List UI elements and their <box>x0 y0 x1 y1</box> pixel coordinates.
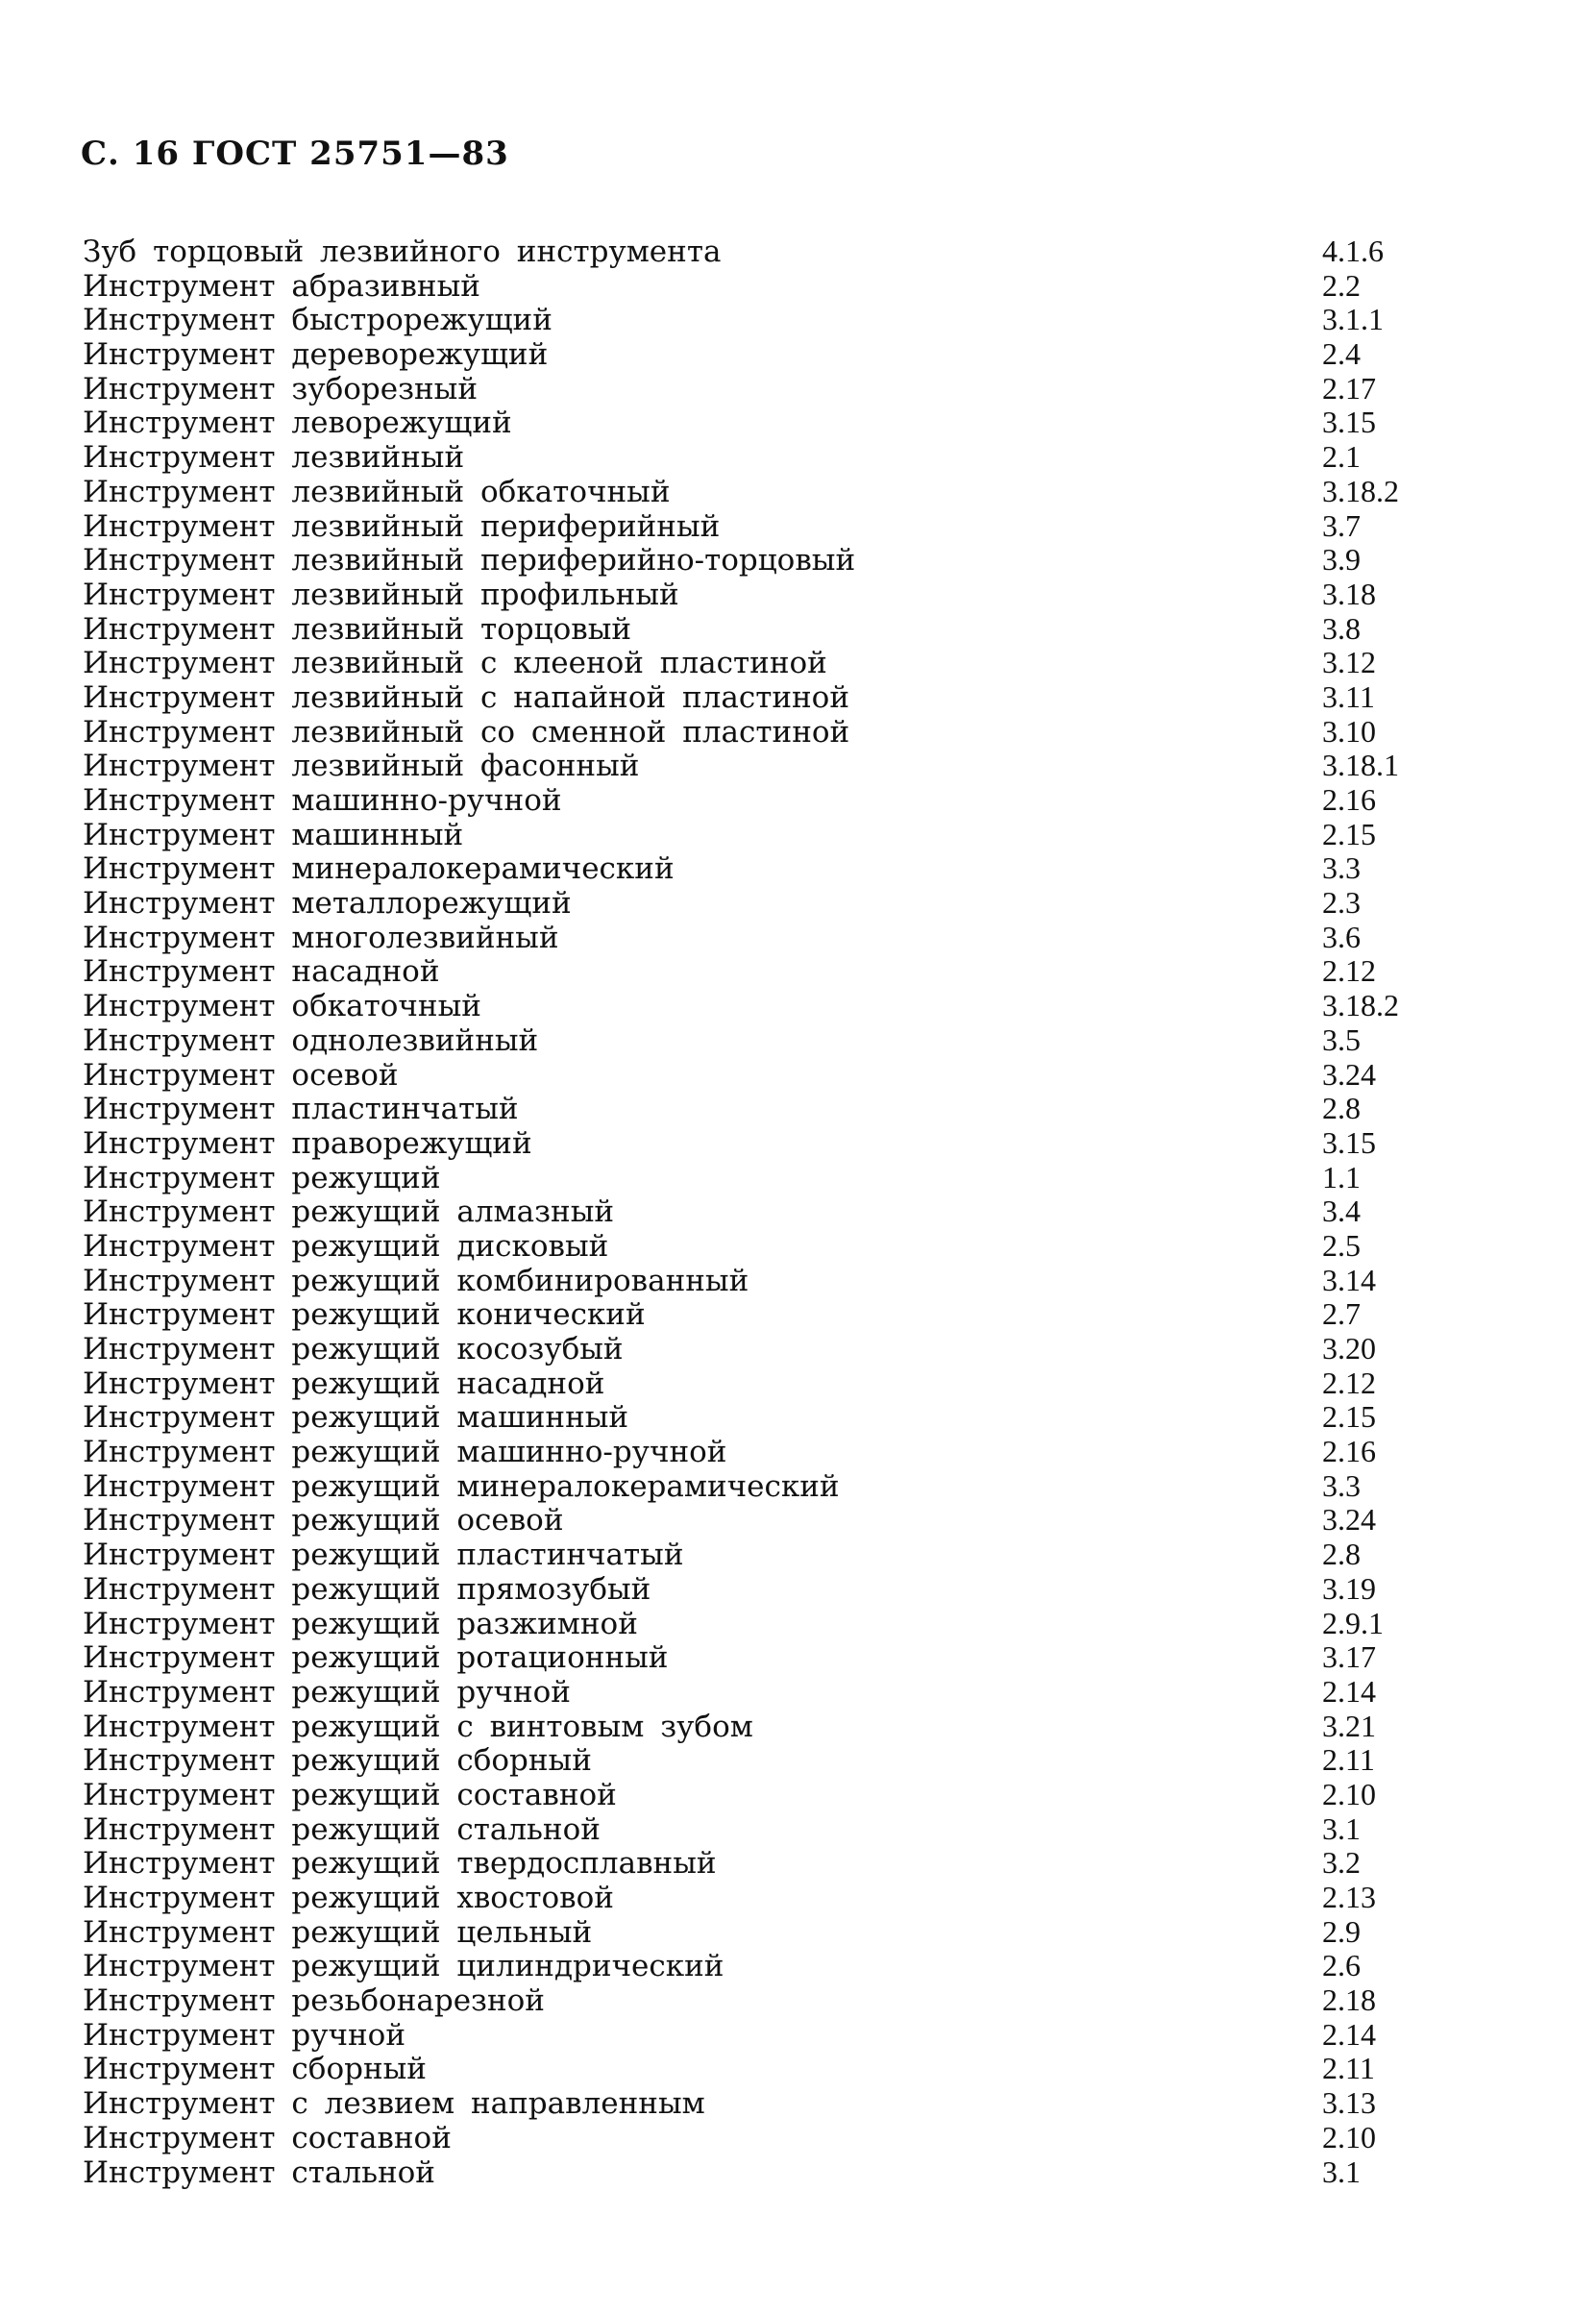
index-ref: 2.4 <box>1322 336 1361 372</box>
index-row <box>83 1092 1447 1126</box>
index-row <box>83 1675 1447 1710</box>
index-row <box>83 1710 1447 1744</box>
index-term: Инструмент с лезвием направленным <box>83 2087 705 2122</box>
index-row <box>83 1400 1447 1435</box>
index-row <box>83 2018 1447 2053</box>
index-row <box>83 1538 1447 1572</box>
index-ref: 2.14 <box>1322 2016 1376 2052</box>
index-term: Инструмент лезвийный периферийный <box>83 509 721 544</box>
index-ref: 3.6 <box>1322 919 1361 954</box>
index-row <box>83 1297 1447 1332</box>
index-ref: 2.16 <box>1322 1434 1376 1469</box>
index-ref: 2.10 <box>1322 1776 1376 1811</box>
index-term: Инструмент режущий сборный <box>83 1744 592 1779</box>
index-ref: 3.5 <box>1322 1022 1361 1057</box>
index-term: Инструмент праворежущий <box>83 1126 532 1161</box>
index-term: Инструмент режущий комбинированный <box>83 1264 749 1298</box>
index-row <box>83 1846 1447 1881</box>
index-term: Инструмент режущий цилиндрический <box>83 1950 724 1984</box>
index-row <box>83 1332 1447 1366</box>
index-term: Инструмент режущий <box>83 1161 441 1195</box>
index-row <box>83 1778 1447 1812</box>
index-ref: 3.21 <box>1322 1708 1376 1743</box>
index-ref: 2.11 <box>1322 1742 1375 1778</box>
index-row <box>83 921 1447 955</box>
index-row <box>83 1058 1447 1093</box>
index-ref: 3.24 <box>1322 1056 1376 1092</box>
index-ref: 3.3 <box>1322 1467 1361 1503</box>
index-term: Инструмент режущий хвостовой <box>83 1882 614 1915</box>
index-row <box>83 2052 1447 2086</box>
index-ref: 3.17 <box>1322 1639 1376 1675</box>
index-row <box>83 1229 1447 1264</box>
index-row <box>83 680 1447 715</box>
index-ref: 2.14 <box>1322 1673 1376 1709</box>
index-ref: 2.12 <box>1322 1365 1376 1400</box>
index-ref: 3.18 <box>1322 576 1376 611</box>
index-term: Инструмент леворежущий <box>83 406 512 441</box>
index-ref: 4.1.6 <box>1322 234 1384 268</box>
index-ref: 2.16 <box>1322 782 1376 817</box>
index-term: Инструмент режущий ротационный <box>83 1641 669 1676</box>
index-term: Зуб торцовый лезвийного инструмента <box>83 235 722 269</box>
index-term: Инструмент быстрорежущий <box>83 304 552 338</box>
index-ref: 2.3 <box>1322 885 1361 921</box>
index-row <box>83 2086 1447 2121</box>
index-term: Инструмент абразивный <box>83 269 480 304</box>
index-term: Инструмент лезвийный обкаточный <box>83 475 671 509</box>
index-row <box>83 269 1447 304</box>
index-row <box>83 954 1447 989</box>
index-term: Инструмент осевой <box>83 1058 399 1093</box>
index-row <box>83 1640 1447 1675</box>
index-ref: 3.13 <box>1322 2085 1376 2121</box>
index-term: Инструмент режущий косозубый <box>83 1333 624 1366</box>
index-ref: 3.1.1 <box>1322 302 1384 337</box>
index-ref: 3.20 <box>1322 1331 1376 1366</box>
index-row <box>83 543 1447 578</box>
index-term: Инструмент многолезвийный <box>83 921 559 955</box>
index-row <box>83 440 1447 475</box>
index-ref: 3.10 <box>1322 713 1376 749</box>
index-term: Инструмент лезвийный с клееной пластиной <box>83 647 827 681</box>
index-term: Инструмент обкаточный <box>83 990 481 1024</box>
index-ref: 3.2 <box>1322 1845 1361 1881</box>
index-term: Инструмент режущий с винтовым зубом <box>83 1710 753 1744</box>
index-ref: 3.12 <box>1322 645 1376 680</box>
index-term: Инструмент резьбонарезной <box>83 1984 545 2019</box>
index-ref: 3.3 <box>1322 850 1361 886</box>
index-row <box>83 1264 1447 1298</box>
index-row <box>83 851 1447 886</box>
index-term: Инструмент лезвийный фасонный <box>83 750 640 784</box>
index-term: Инструмент металлорежущий <box>83 887 572 922</box>
term-index-list <box>83 234 1447 2189</box>
index-ref: 2.11 <box>1322 2051 1375 2086</box>
index-ref: 2.18 <box>1322 1982 1376 2018</box>
index-ref: 2.12 <box>1322 953 1376 989</box>
index-term: Инструмент режущий дисковый <box>83 1229 609 1264</box>
index-term: Инструмент режущий прямозубый <box>83 1572 651 1607</box>
index-ref: 3.15 <box>1322 1124 1376 1160</box>
index-term: Инструмент минералокерамический <box>83 852 675 887</box>
index-row <box>83 1503 1447 1538</box>
index-row <box>83 578 1447 612</box>
index-term: Инструмент лезвийный периферийно-торцовый <box>83 544 856 578</box>
index-ref: 2.13 <box>1322 1880 1376 1914</box>
index-term: Инструмент пластинчатый <box>83 1093 519 1127</box>
index-ref: 1.1 <box>1322 1159 1361 1194</box>
index-row <box>83 1881 1447 1915</box>
index-row <box>83 509 1447 544</box>
index-ref: 2.1 <box>1322 439 1361 475</box>
index-ref: 2.15 <box>1322 816 1376 851</box>
index-term: Инструмент лезвийный профильный <box>83 578 679 612</box>
index-row <box>83 1743 1447 1778</box>
index-term: Инструмент режущий ручной <box>83 1675 571 1710</box>
index-ref: 2.17 <box>1322 370 1376 406</box>
index-row <box>83 715 1447 750</box>
index-ref: 2.15 <box>1322 1399 1376 1435</box>
index-ref: 3.19 <box>1322 1570 1376 1606</box>
index-ref: 3.24 <box>1322 1502 1376 1538</box>
index-term: Инструмент дереворежущий <box>83 338 549 373</box>
index-ref: 2.6 <box>1322 1948 1361 1983</box>
index-row <box>83 1607 1447 1641</box>
index-term: Инструмент режущий конический <box>83 1298 646 1333</box>
index-term: Инструмент режущий пластинчатый <box>83 1539 684 1573</box>
index-term: Инструмент режущий разжимной <box>83 1607 638 1641</box>
page-header: С. 16 ГОСТ 25751—83 <box>81 135 509 173</box>
index-term: Инструмент режущий алмазный <box>83 1195 615 1230</box>
index-ref: 3.1 <box>1322 1810 1361 1846</box>
index-ref: 3.18.1 <box>1322 748 1399 783</box>
index-row <box>83 749 1447 783</box>
index-term: Инструмент лезвийный с напайной пластиной <box>83 680 849 715</box>
index-row <box>83 372 1447 406</box>
index-term: Инструмент режущий минералокерамический <box>83 1469 840 1504</box>
index-term: Инструмент режущий машинно-ручной <box>83 1436 727 1470</box>
index-row <box>83 337 1447 372</box>
index-ref: 3.15 <box>1322 405 1376 440</box>
index-term: Инструмент режущий осевой <box>83 1504 564 1539</box>
index-ref: 3.14 <box>1322 1262 1376 1297</box>
index-row <box>83 1812 1447 1847</box>
index-row <box>83 1983 1447 2018</box>
index-ref: 3.8 <box>1322 610 1361 646</box>
index-row <box>83 1126 1447 1161</box>
index-ref: 2.7 <box>1322 1296 1361 1332</box>
index-term: Инструмент составной <box>83 2121 452 2155</box>
index-ref: 3.18.2 <box>1322 473 1399 508</box>
index-row <box>83 234 1447 269</box>
index-term: Инструмент лезвийный <box>83 441 465 476</box>
index-row <box>83 1469 1447 1504</box>
index-ref: 3.18.2 <box>1322 988 1399 1023</box>
index-row <box>83 818 1447 852</box>
index-row <box>83 646 1447 680</box>
index-ref: 2.8 <box>1322 1091 1361 1126</box>
index-ref: 3.9 <box>1322 542 1361 578</box>
index-row <box>83 2121 1447 2155</box>
index-term: Инструмент ручной <box>83 2018 405 2053</box>
index-ref: 3.11 <box>1322 678 1375 714</box>
index-ref: 3.7 <box>1322 507 1361 543</box>
index-row <box>83 1023 1447 1058</box>
index-row <box>83 783 1447 818</box>
index-row <box>83 612 1447 647</box>
index-term: Инструмент режущий твердосплавный <box>83 1847 717 1882</box>
index-ref: 2.9 <box>1322 1913 1361 1949</box>
index-row <box>83 1194 1447 1229</box>
index-row <box>83 406 1447 440</box>
index-row <box>83 303 1447 337</box>
index-ref: 2.2 <box>1322 267 1361 303</box>
index-term: Инструмент лезвийный со сменной пластиной <box>83 715 850 750</box>
index-term: Инструмент режущий стальной <box>83 1812 601 1847</box>
index-row <box>83 475 1447 509</box>
index-term: Инструмент зуборезный <box>83 372 478 406</box>
index-term: Инструмент режущий машинный <box>83 1401 629 1436</box>
index-ref: 2.8 <box>1322 1537 1361 1572</box>
index-ref: 2.9.1 <box>1322 1605 1384 1640</box>
index-term: Инструмент однолезвийный <box>83 1023 539 1058</box>
index-row <box>83 886 1447 921</box>
index-row <box>83 2155 1447 2190</box>
index-row <box>83 1915 1447 1950</box>
index-row <box>83 1435 1447 1469</box>
index-ref: 2.5 <box>1322 1227 1361 1263</box>
index-row <box>83 1949 1447 1983</box>
index-ref: 3.1 <box>1322 2154 1361 2189</box>
index-row <box>83 1161 1447 1195</box>
index-term: Инструмент режущий цельный <box>83 1915 593 1950</box>
index-row <box>83 1366 1447 1401</box>
index-term: Инструмент насадной <box>83 955 440 990</box>
index-term: Инструмент машинно-ручной <box>83 784 562 818</box>
index-term: Инструмент лезвийный торцовый <box>83 612 632 647</box>
index-term: Инструмент машинный <box>83 818 464 852</box>
index-ref: 2.10 <box>1322 2119 1376 2154</box>
index-row <box>83 1572 1447 1607</box>
index-term: Инструмент режущий составной <box>83 1778 617 1812</box>
index-term: Инструмент стальной <box>83 2155 435 2190</box>
index-ref: 3.4 <box>1322 1194 1361 1229</box>
index-term: Инструмент режущий насадной <box>83 1366 605 1401</box>
index-term: Инструмент сборный <box>83 2053 427 2087</box>
index-row <box>83 989 1447 1023</box>
